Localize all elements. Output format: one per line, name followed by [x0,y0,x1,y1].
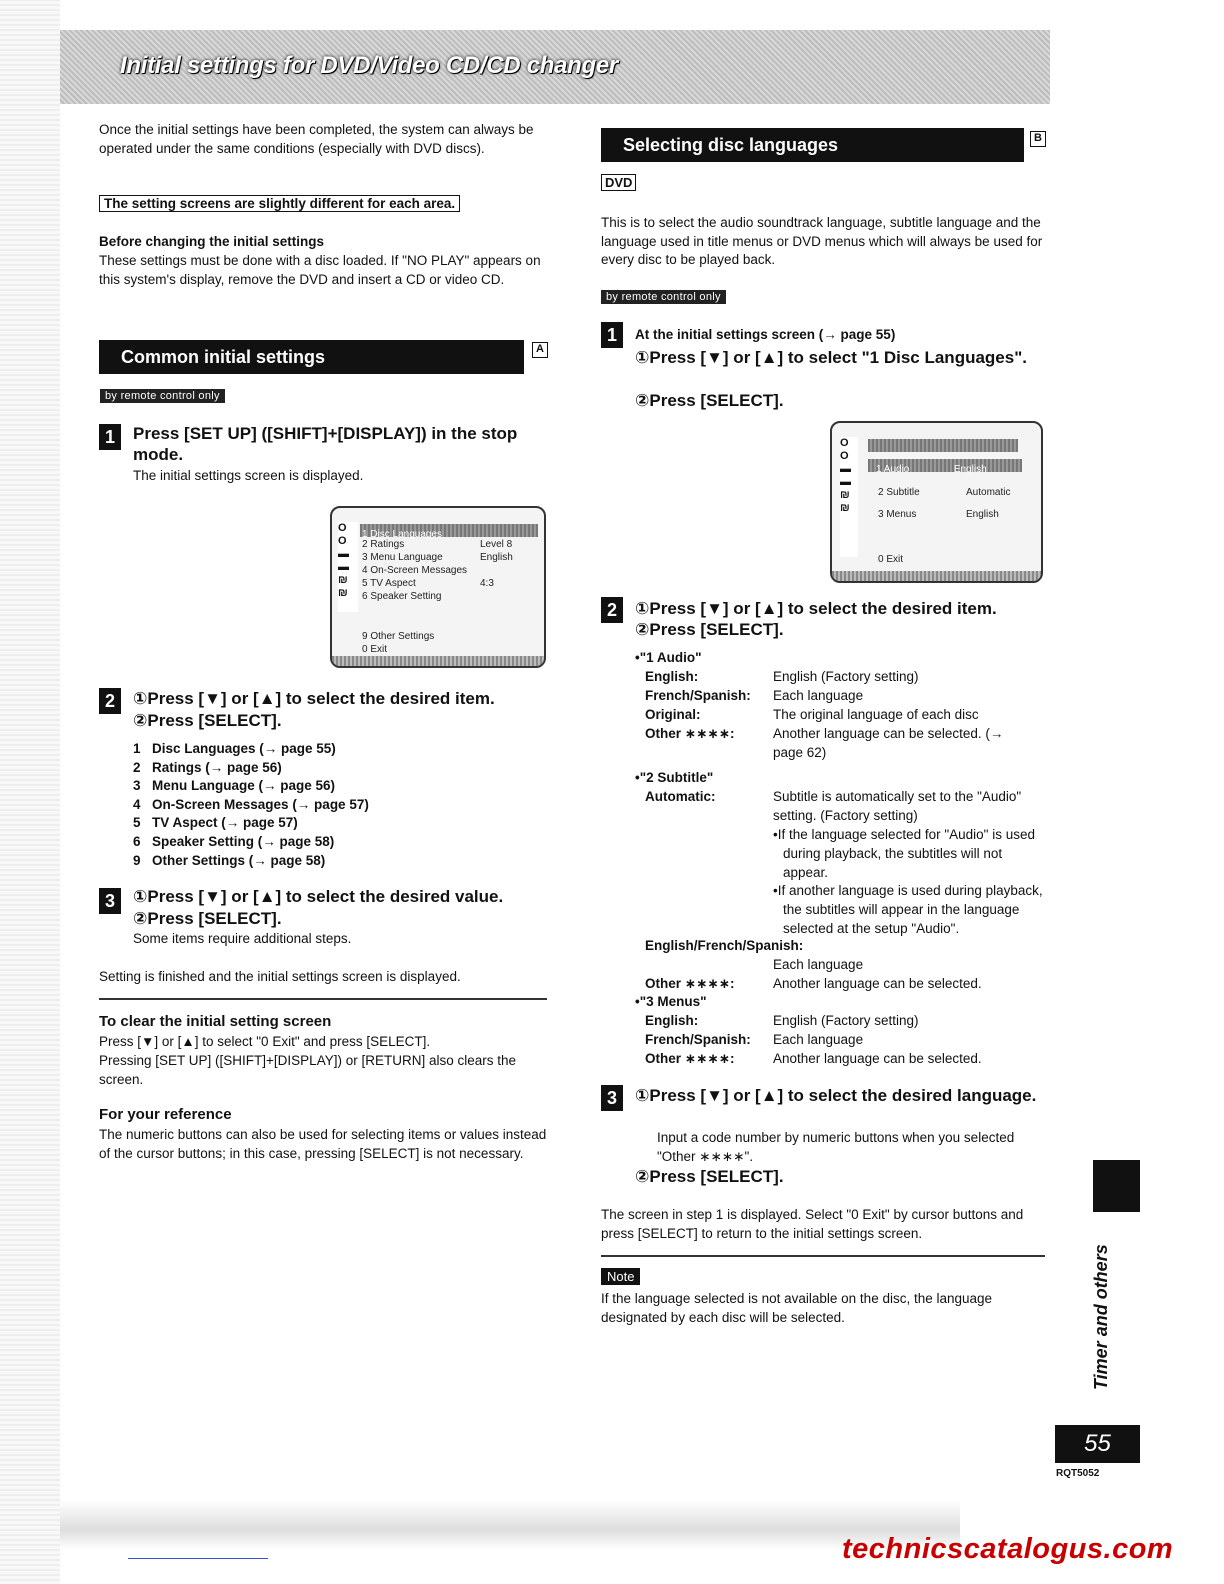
def-label: French/Spanish: [645,688,751,703]
step-3-sub: Some items require additional steps. [133,931,352,946]
disc-languages-screen [830,421,1043,583]
list-item: 6 Speaker Setting (→ page 58) [133,833,335,849]
clear-text-1: Press [▼] or [▲] to select "0 Exit" and press [SELECT]. [99,1034,431,1049]
def-text: Each language [773,1032,864,1047]
screen-value-subtitle: Automatic [966,487,1011,498]
audio-heading: •"1 Audio" [635,650,702,665]
screen-icon-column: O O ▬ ▬ ₪ ₪ [338,522,358,612]
intro-text: Once the initial settings have been completed, the system can always be operated under the same conditions (especially with DVD discs). [99,122,534,156]
screen-row-exit: 0 Exit [362,644,388,655]
def-label: Original: [645,707,701,722]
section-title-disc-languages: Selecting disc languages [601,128,1024,162]
step-1-heading: Press [SET UP] ([SHIFT]+[DISPLAY]) in the stop mode. [133,424,518,464]
step-2-line1: ①Press [▼] or [▲] to select the desired item. [133,689,495,708]
def-text: Each language [773,688,864,703]
screen-bottom-band [332,656,544,666]
before-text: These settings must be done with a disc loaded. If "NO PLAY" appears on this system's display, remove the DVD and insert a CD or video CD. [99,253,541,287]
clear-heading: To clear the initial setting screen [99,1013,332,1030]
screen-value-menus: English [966,509,999,520]
list-item: 3 Menu Language (→ page 56) [133,778,336,794]
step-1-pre: At the initial settings screen (→ page 55) [635,327,896,342]
screen-row-tv-aspect: 5 TV Aspect [362,578,416,589]
watermark-link: technicscatalogus.com [842,1533,1174,1565]
subtitle-heading: •"2 Subtitle" [635,770,714,785]
screen-row-osm: 4 On-Screen Messages [362,565,468,576]
doc-code: RQT5052 [1056,1468,1100,1479]
step-3-line1: ①Press [▼] or [▲] to select the desired value. [133,887,504,906]
scan-edge [0,0,60,1584]
scan-bottom-shadow [60,1500,960,1550]
def-text: Each language [773,957,864,972]
subtitle-bullet: •If another language is used during playback, the subtitles will appear in the language selected at the setup "Audio". [773,883,1043,936]
remote-only-tag: by remote control only [601,290,726,304]
section-title-common: Common initial settings [99,340,524,374]
step-1-line1: ①Press [▼] or [▲] to select "1 Disc Languages". [635,348,1027,367]
step-2-line2: ②Press [SELECT]. [133,711,282,730]
def-text: English (Factory setting) [773,1013,919,1028]
screen-bottom-band [832,571,1041,581]
list-item: 9 Other Settings (→ page 58) [133,852,326,868]
screen-row-subtitle: 2 Subtitle [878,487,920,498]
return-text: The screen in step 1 is displayed. Select "0 Exit" by cursor buttons and press [SELECT] to return to the initial settings screen. [601,1207,1024,1241]
def-label: English: [645,1013,699,1028]
note-text: If the language selected is not available on the disc, the language designated by each disc will be selected. [601,1291,993,1325]
screen-value-menu-language: English [480,552,513,563]
side-tab-label: Timer and others [1091,1244,1111,1390]
remote-only-tag: by remote control only [100,389,225,403]
step-3-line2: ②Press [SELECT]. [133,909,282,928]
note-tag: Note [601,1268,640,1285]
step-1-sub: The initial settings screen is displayed. [133,468,364,483]
screen-row-menu-language: 3 Menu Language [362,552,443,563]
divider [99,998,547,1000]
finish-text: Setting is finished and the initial settings screen is displayed. [99,969,461,984]
step-2-line2: ②Press [SELECT]. [635,620,784,639]
def-text: English (Factory setting) [773,669,919,684]
step-3-number: 3 [601,1085,623,1111]
screen-title-band [868,439,1018,452]
screen-row-speaker: 6 Speaker Setting [362,591,442,602]
step-3-line1: ①Press [▼] or [▲] to select the desired language. [635,1086,1037,1105]
screen-highlight-row: 1 Disc Languages [360,524,538,537]
settings-list [133,740,369,870]
reference-text: The numeric buttons can also be used for selecting items or values instead of the cursor buttons; in this case, pressing [SELECT] is not necessary. [99,1127,547,1161]
def-text: Another language can be selected. [773,976,982,991]
before-heading: Before changing the initial settings [99,234,325,249]
screen-value-tv-aspect: 4:3 [480,578,494,589]
def-label: French/Spanish: [645,1032,751,1047]
list-item: 4 On-Screen Messages (→ page 57) [133,796,369,812]
section-letter-b: B [1030,131,1046,147]
def-label: Automatic: [645,789,716,804]
divider [601,1255,1045,1257]
footer-underline [128,1558,268,1559]
def-text: Another language can be selected. (→ page 62) [773,726,1004,760]
page-title: Initial settings for DVD/Video CD/CD changer [120,52,618,79]
step-2-line1: ①Press [▼] or [▲] to select the desired item. [635,599,997,618]
area-note: The setting screens are slightly different for each area. [99,195,460,212]
step-2-number: 2 [601,597,623,623]
disc-lang-intro: This is to select the audio soundtrack language, subtitle language and the language used in title menus or DVD menus which will always be used for every disc to be played back. [601,215,1043,267]
side-tab-block [1093,1160,1140,1212]
reference-heading: For your reference [99,1106,232,1123]
step-3-line2: ②Press [SELECT]. [635,1167,784,1186]
step-1-number: 1 [601,322,623,348]
def-label: Other ∗∗∗∗: [645,976,735,991]
screen-icon-column: O O ▬ ▬ ₪ ₪ [840,437,858,557]
def-text: Another language can be selected. [773,1051,982,1066]
step-1-number: 1 [99,424,121,450]
def-label: English: [645,669,699,684]
step-1-line2: ②Press [SELECT]. [635,391,784,410]
step-2-number: 2 [99,688,121,714]
subtitle-bullet: •If the language selected for "Audio" is used during playback, the subtitles will not appear. [773,827,1035,880]
screen-row-exit: 0 Exit [878,554,904,565]
list-item: 2 Ratings (→ page 56) [133,759,282,775]
step-3-number: 3 [99,888,121,914]
screen-row-ratings: 2 Ratings [362,539,405,550]
def-label: English/French/Spanish: [645,938,804,953]
clear-text-2: Pressing [SET UP] ([SHIFT]+[DISPLAY]) or [RETURN] also clears the screen. [99,1053,516,1087]
def-label: Other ∗∗∗∗: [645,1051,735,1066]
screen-row-menus: 3 Menus [878,509,917,520]
initial-settings-screen [330,506,546,668]
def-label: Other ∗∗∗∗: [645,726,735,741]
list-item: 1 Disc Languages (→ page 55) [133,741,336,756]
screen-highlight-row: 1 Audio English [868,459,1022,472]
def-text: Subtitle is automatically set to the "Audio" setting. (Factory setting) [773,789,1022,823]
menus-heading: •"3 Menus" [635,994,707,1009]
screen-row-other: 9 Other Settings [362,631,435,642]
dvd-tag: DVD [601,174,636,191]
screen-value-ratings: Level 8 [480,539,513,550]
step-3-sub: Input a code number by numeric buttons when you selected "Other ∗∗∗∗". [657,1130,1015,1164]
list-item: 5 TV Aspect (→ page 57) [133,815,298,831]
section-letter-a: A [532,342,548,358]
def-text: The original language of each disc [773,707,979,722]
page-number: 55 [1055,1425,1140,1463]
